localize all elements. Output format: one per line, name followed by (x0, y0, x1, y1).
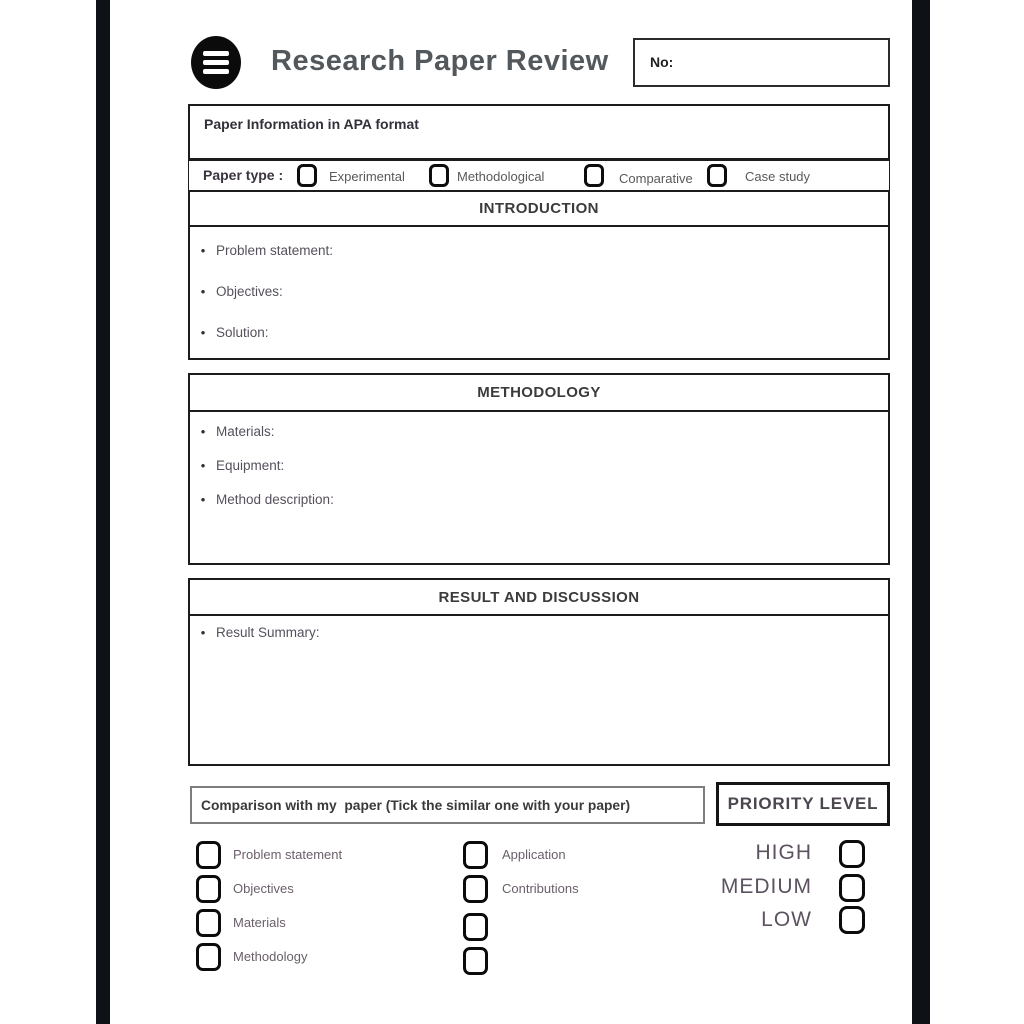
bullet-item (190, 458, 888, 473)
bullet-icon: • (200, 325, 206, 340)
priority-label-low: LOW (761, 908, 812, 931)
checkbox-comparative[interactable] (584, 164, 604, 187)
bullet-icon: • (200, 458, 206, 473)
left-edge-bar (96, 0, 110, 1024)
comparison-title: Comparison with my paper (Tick the similar one with your paper) (201, 797, 631, 813)
bullet-item (190, 424, 888, 439)
bullet-item (190, 492, 888, 507)
checkbox-materials[interactable] (196, 909, 221, 937)
section-methodology (188, 373, 890, 565)
right-edge-bar (912, 0, 930, 1024)
checkbox-methodological[interactable] (429, 164, 449, 187)
paper-number-label: No: (650, 54, 674, 70)
bullet-icon: • (200, 625, 206, 640)
comparison-title-box (190, 786, 705, 824)
bullet-label: Solution: (216, 325, 269, 340)
bullet-item (190, 625, 888, 640)
checkbox-priority-low[interactable] (839, 906, 865, 934)
comparison-label-problem-statement: Problem statement (233, 847, 343, 862)
comparison-label-objectives: Objectives (233, 881, 294, 896)
checkbox-methodology[interactable] (196, 943, 221, 971)
priority-label-medium: MEDIUM (720, 875, 812, 898)
bullet-icon: • (200, 492, 206, 507)
bullet-label: Materials: (216, 424, 275, 439)
bullet-item (190, 325, 888, 340)
bullet-label: Objectives: (216, 284, 283, 299)
section-body-methodology[interactable] (188, 410, 890, 565)
comparison-label-contributions: Contributions (502, 881, 579, 896)
bullet-icon: • (200, 284, 206, 299)
checkbox-case-study[interactable] (707, 164, 727, 187)
bullet-item (190, 243, 888, 258)
menu-bar-line (203, 60, 229, 65)
bullet-icon: • (200, 424, 206, 439)
checkbox-objectives[interactable] (196, 875, 221, 903)
option-label-comparative: Comparative (619, 171, 693, 186)
checkbox-contributions[interactable] (463, 875, 488, 903)
comparison-label-methodology: Methodology (233, 949, 308, 964)
menu-bar-line (203, 69, 229, 74)
priority-label-high: HIGH (755, 841, 812, 864)
checkbox-empty-1[interactable] (463, 913, 488, 941)
bullet-label: Equipment: (216, 458, 285, 473)
paper-type-label: Paper type : (203, 167, 284, 183)
checkbox-empty-2[interactable] (463, 947, 488, 975)
section-header-introduction: INTRODUCTION (188, 190, 890, 227)
checkbox-application[interactable] (463, 841, 488, 869)
page-title: Research Paper Review (271, 45, 609, 77)
section-body-result-discussion[interactable] (188, 614, 890, 766)
section-result-discussion (188, 578, 890, 766)
option-label-case-study: Case study (745, 169, 811, 184)
section-introduction (188, 190, 890, 360)
option-label-methodological: Methodological (457, 169, 545, 184)
checkbox-priority-medium[interactable] (839, 874, 865, 902)
bullet-label: Problem statement: (216, 243, 334, 258)
paper-info-field[interactable] (188, 104, 890, 160)
option-label-experimental: Experimental (329, 169, 405, 184)
menu-bar-line (203, 51, 229, 56)
comparison-label-application: Application (502, 847, 566, 862)
bullet-label: Method description: (216, 492, 334, 507)
priority-level-box: PRIORITY LEVEL (716, 782, 890, 826)
paper-type-row (188, 160, 890, 191)
section-body-introduction[interactable] (188, 225, 890, 360)
hamburger-menu-icon[interactable] (191, 36, 241, 89)
bullet-icon: • (200, 243, 206, 258)
paper-number-field[interactable] (633, 38, 890, 87)
bullet-item (190, 284, 888, 299)
checkbox-priority-high[interactable] (839, 840, 865, 868)
comparison-label-materials: Materials (233, 915, 286, 930)
checkbox-problem-statement[interactable] (196, 841, 221, 869)
checkbox-experimental[interactable] (297, 164, 317, 187)
paper-info-label: Paper Information in APA format (204, 116, 419, 132)
bullet-label: Result Summary: (216, 625, 320, 640)
section-header-methodology: METHODOLOGY (188, 373, 890, 412)
section-header-result-discussion: RESULT AND DISCUSSION (188, 578, 890, 616)
